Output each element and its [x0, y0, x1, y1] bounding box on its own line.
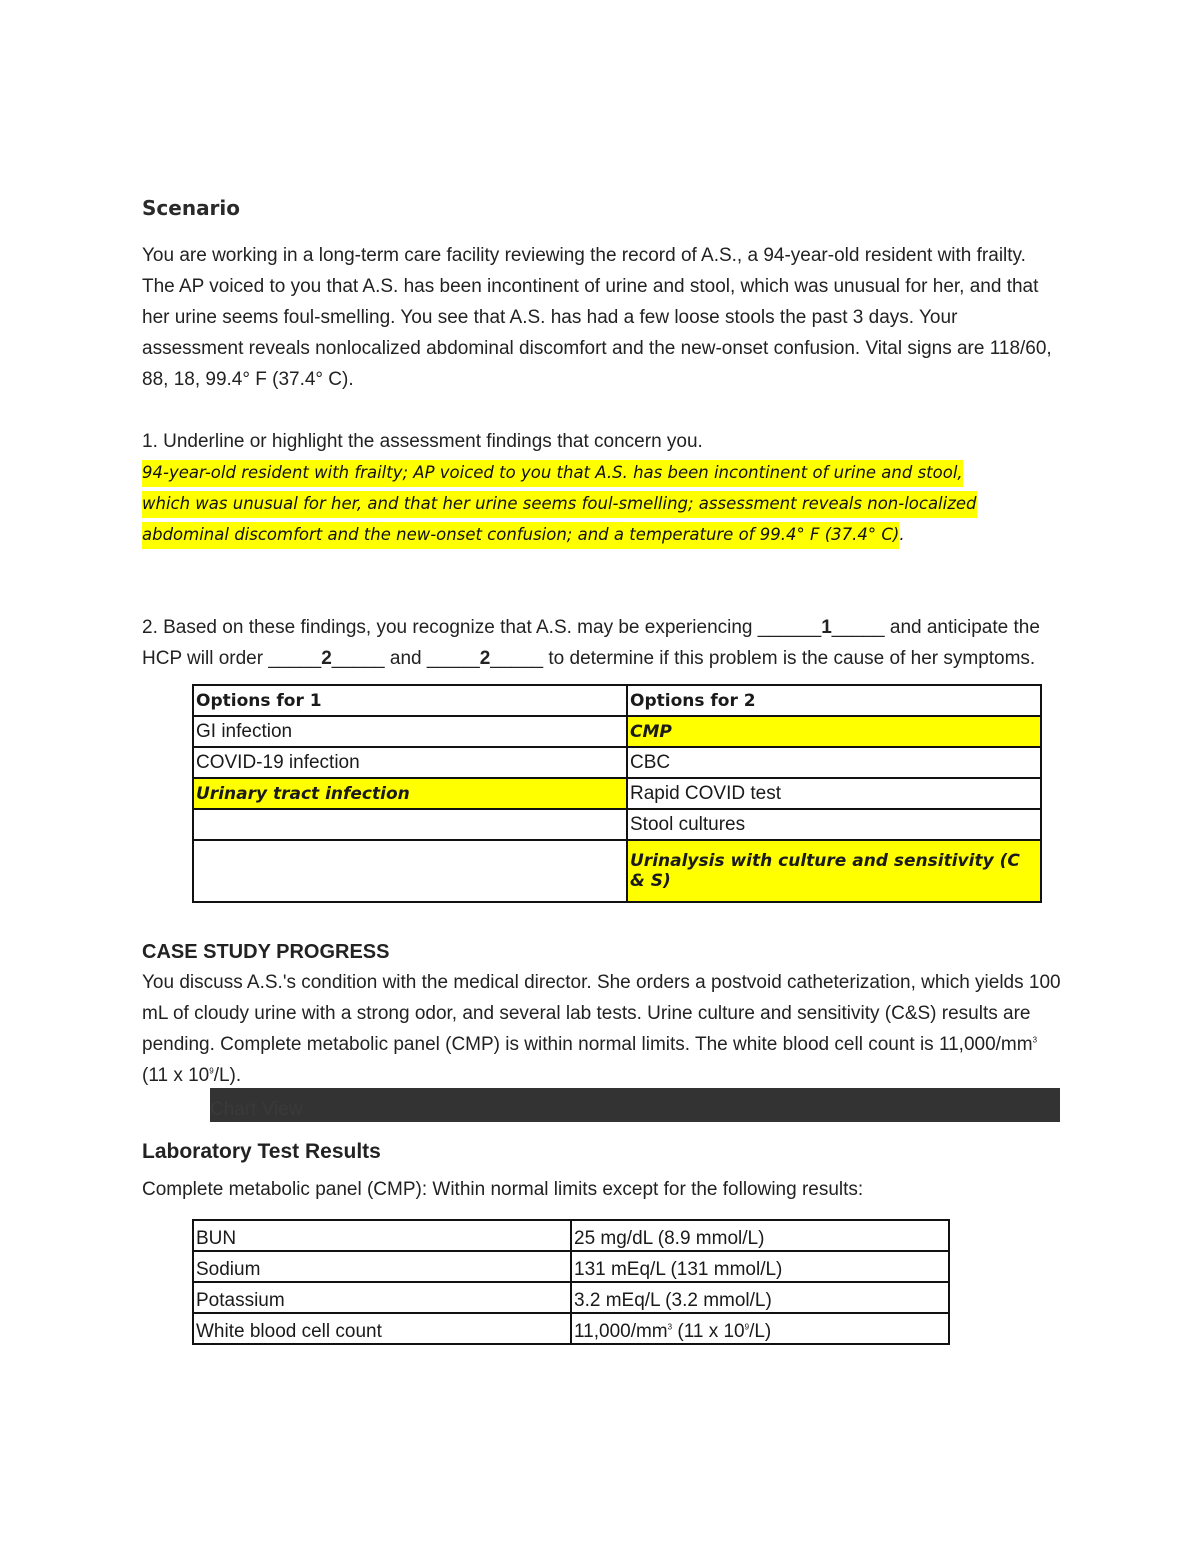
progress-text-main: You discuss A.S.'s condition with the medical director. She orders a postvoid catheterization, which yields 100 mL of cloudy urine with a strong odor, and several lab tests. Urine culture and sensitivity (C&S) results are pending. Complete metabolic panel (CMP) is within normal limits. The white blood cell count is 11,000/mm — [142, 972, 1061, 1055]
options-row — [193, 716, 1041, 747]
case-study-progress-heading: CASE STUDY PROGRESS — [142, 941, 390, 963]
option-1-cell: GI infection — [193, 716, 627, 747]
options-row — [193, 747, 1041, 778]
lab-test-value — [571, 1313, 949, 1344]
document-page — [142, 190, 1062, 1345]
question-1-answer — [142, 457, 1062, 550]
progress-text-end: /L). — [213, 1065, 242, 1086]
lab-row — [193, 1220, 949, 1251]
q2-text-part2: _____ and anticipate the HCP will order _____ — [142, 617, 1040, 669]
progress-paragraph — [142, 967, 1062, 1091]
progress-sup-1: 3 — [1032, 1035, 1038, 1045]
lab-test-name: White blood cell count — [193, 1313, 571, 1344]
highlighted-answer-line-1: 94-year-old resident with frailty; AP voiced to you that A.S. has been incontinent of urine and stool, — [142, 460, 963, 487]
q2-blank-2a: 2 — [321, 648, 332, 669]
q2-text-part4: _____ to determine if this problem is the cause of her symptoms. — [490, 648, 1036, 669]
lab-test-value: 25 mg/dL (8.9 mmol/L) — [571, 1220, 949, 1251]
progress-sup-2: 9 — [209, 1066, 214, 1076]
options-header-2: Options for 2 — [627, 685, 1041, 716]
scenario-heading: Scenario — [142, 196, 241, 220]
option-1-cell: COVID-19 infection — [193, 747, 627, 778]
option-2-cell-selected: Urinalysis with culture and sensitivity (C & S) — [627, 840, 1041, 902]
options-header-row — [193, 685, 1041, 716]
q2-text-part1: 2. Based on these findings, you recognize that A.S. may be experiencing ______ — [142, 617, 822, 638]
options-header-1: Options for 1 — [193, 685, 627, 716]
option-1-cell-empty — [193, 840, 627, 902]
lab-test-value: 131 mEq/L (131 mmol/L) — [571, 1251, 949, 1282]
option-1-cell-empty — [193, 809, 627, 840]
option-2-cell: Rapid COVID test — [627, 778, 1041, 809]
question-1-prompt: 1. Underline or highlight the assessment findings that concern you. — [142, 431, 703, 452]
chart-view-wrapper — [142, 1091, 1062, 1125]
options-row — [193, 840, 1041, 902]
lab-row — [193, 1282, 949, 1313]
question-2-text — [142, 612, 1062, 674]
options-row — [193, 809, 1041, 840]
wbc-value-c: /L) — [749, 1321, 772, 1342]
wbc-sup-2: 9 — [744, 1322, 750, 1332]
answer-period: . — [899, 525, 905, 544]
highlighted-answer-line-3: abdominal discomfort and the new-onset confusion; and a temperature of 99.4° F (37.4° C) — [142, 522, 899, 549]
q2-blank-1: 1 — [821, 617, 832, 638]
lab-test-name: Potassium — [193, 1282, 571, 1313]
lab-row — [193, 1251, 949, 1282]
options-table — [192, 684, 1042, 903]
lab-results-table — [192, 1219, 950, 1345]
q2-text-part3: _____ and _____ — [331, 648, 480, 669]
lab-test-name: BUN — [193, 1220, 571, 1251]
laboratory-results-heading: Laboratory Test Results — [142, 1140, 381, 1163]
q2-blank-2b: 2 — [479, 648, 491, 669]
lab-row — [193, 1313, 949, 1344]
scenario-paragraph: You are working in a long-term care facility reviewing the record of A.S., a 94-year-old resident with frailty. The AP voiced to you that A.S. has been incontinent of urine and stool, which was unusual for her, and that her urine seems foul-smelling. You see that A.S. has had a few loose stools the past 3 days. Your assessment reveals nonlocalized abdominal discomfort and the new-onset confusion. Vital signs are 118/60, 88, 18, 99.4° F (37.4° C). — [142, 245, 1052, 390]
lab-test-name: Sodium — [193, 1251, 571, 1282]
options-row — [193, 778, 1041, 809]
wbc-value-a: 11,000/mm — [574, 1321, 668, 1342]
option-1-cell-selected: Urinary tract infection — [193, 778, 627, 809]
lab-intro: Complete metabolic panel (CMP): Within normal limits except for the following results: — [142, 1179, 864, 1200]
option-2-cell: Stool cultures — [627, 809, 1041, 840]
chart-view-bar[interactable]: Chart View — [210, 1088, 1060, 1122]
lab-test-value: 3.2 mEq/L (3.2 mmol/L) — [571, 1282, 949, 1313]
option-2-cell: CBC — [627, 747, 1041, 778]
option-2-cell-selected: CMP — [627, 716, 1041, 747]
highlighted-answer-line-2: which was unusual for her, and that her urine seems foul-smelling; assessment reveals non-localized — [142, 491, 977, 518]
wbc-value-b: (11 x 10 — [672, 1321, 745, 1342]
progress-text-mid: (11 x 10 — [142, 1065, 210, 1086]
wbc-sup-1: 3 — [667, 1322, 673, 1332]
